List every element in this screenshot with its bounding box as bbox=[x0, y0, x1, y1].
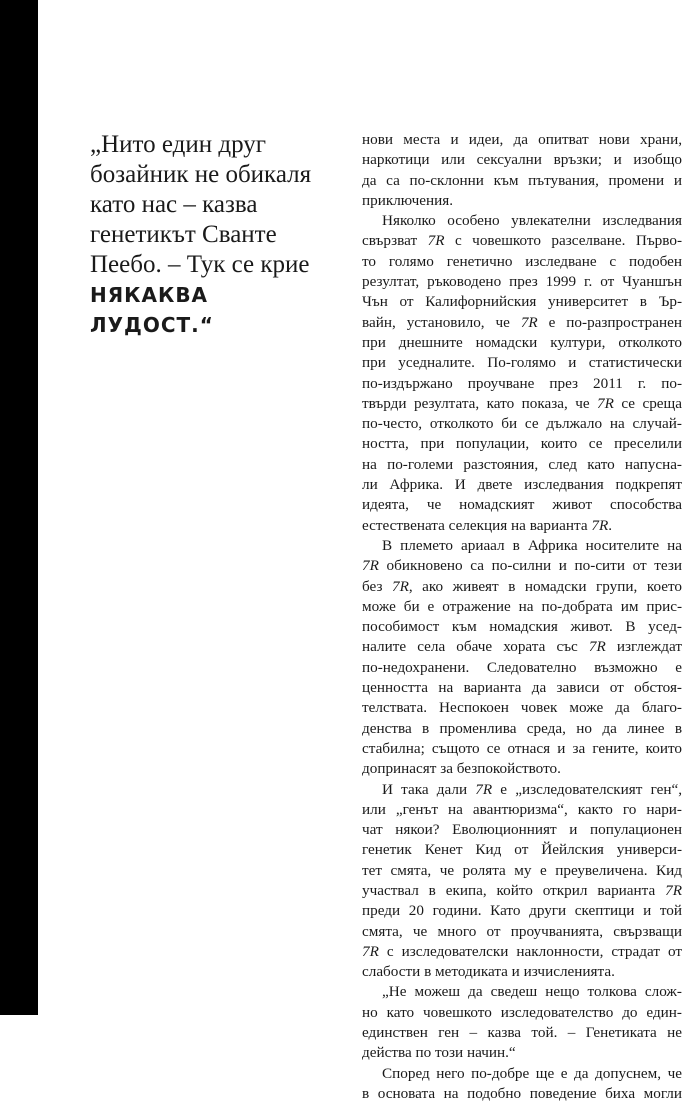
text-line: участвал в екипа, който открил варианта 7R bbox=[362, 881, 682, 899]
text-line: то голямо генетично изследване с подобен bbox=[362, 252, 682, 270]
text-line: действа по този начин.“ bbox=[362, 1044, 516, 1062]
text-line: смята, че много от проучванията, свързващи bbox=[362, 922, 682, 940]
text-line: пособимост към номадския живот. В усед- bbox=[362, 618, 682, 636]
text-line: тет смята, че ролята му е преувеличена. Кид bbox=[362, 861, 682, 879]
text-line: идеята, че номадският живот способства bbox=[362, 496, 682, 514]
text-line: в основата на подобно поведение биха могли bbox=[362, 1084, 682, 1102]
text-line: „Не можеш да сведеш нещо толкова слож- bbox=[382, 983, 682, 1001]
text-line: допринасят за безпокойството. bbox=[362, 760, 561, 778]
text-line: без 7R, ако живеят в номадски групи, което bbox=[362, 577, 682, 595]
text-line: слабости в методиката и изчисленията. bbox=[362, 963, 615, 981]
body-text-column bbox=[362, 130, 682, 1104]
text-line: преди 20 години. Като други скептици и той bbox=[362, 902, 682, 920]
text-line: но като човешкото изследователство до един- bbox=[362, 1003, 682, 1021]
text-line: телствата. Неспокоен човек може да благо- bbox=[362, 699, 682, 717]
text-line: И така дали 7R е „изследователският ген“, bbox=[382, 780, 683, 798]
text-line: резултат, ръководено през 1999 г. от Чуаншън bbox=[362, 273, 682, 291]
text-line: чат някои? Еволюционният и популационен bbox=[362, 821, 682, 839]
text-line: Според него по-добре ще е да допуснем, че bbox=[382, 1064, 682, 1082]
text-line: по-издържано проучване през 2011 г. по- bbox=[362, 374, 682, 392]
text-line: Чън от Калифорнийския университет в Ър- bbox=[362, 293, 682, 311]
text-line: ността, при популации, които се преселили bbox=[362, 435, 682, 453]
text-line: ценността на варианта да зависи от обстоя- bbox=[362, 679, 682, 697]
text-line: по-често, отколкото би се дължало на случай- bbox=[362, 415, 682, 433]
text-line: 7R с изследователски наклонности, страдат от bbox=[362, 942, 682, 960]
black-margin-bar bbox=[0, 0, 38, 1015]
text-line: стабилна; същото се отнася и за гените, които bbox=[362, 739, 682, 757]
text-line: денства в променлива среда, но да линее в bbox=[362, 719, 682, 737]
text-line: по-недохранени. Следователно възможно е bbox=[362, 658, 682, 676]
text-line: ли Африка. И двете изследвания подкрепят bbox=[362, 476, 682, 494]
text-line: единствен ген – казва той. – Генетиката не bbox=[362, 1024, 682, 1042]
text-line: свързват 7R с човешкото разселване. Първо- bbox=[362, 232, 682, 250]
text-line: В племето ариаал в Африка носителите на bbox=[382, 536, 682, 554]
pull-quote-text: „Нито един друг бозайник не обикаля като нас – казва генетикът Сванте Пеебо. – Тук се крие bbox=[90, 131, 312, 278]
text-line: налите села обаче хората със 7R изглеждат bbox=[362, 638, 682, 656]
text-line: при уседналите. По-голямо и статистически bbox=[362, 354, 682, 372]
text-line: приключения. bbox=[362, 191, 453, 209]
pull-quote bbox=[90, 130, 330, 340]
text-line: естествената селекция на варианта 7R. bbox=[362, 516, 613, 534]
text-line: или „генът на авантюризма“, както го нари- bbox=[362, 800, 682, 818]
text-line: да са по-склонни към пътувания, промени и bbox=[362, 171, 682, 189]
text-line: наркотици или сексуални връзки; и изобщо bbox=[362, 151, 682, 169]
text-line: Няколко особено увлекателни изследвания bbox=[382, 212, 682, 230]
text-line: генетик Кенет Кид от Йейлския универси- bbox=[362, 841, 682, 859]
text-line: твърди резултата, като показа, че 7R се среща bbox=[362, 394, 682, 412]
text-line: може би е отражение на по-добрата им прис- bbox=[362, 597, 682, 615]
text-line: на по-големи разстояния, след като напусна- bbox=[362, 455, 682, 473]
pull-quote-emphasis: НЯКАКВА ЛУДОСТ.“ bbox=[90, 283, 214, 337]
text-line: нови места и идеи, да опитват нови храни, bbox=[362, 131, 682, 148]
text-line: при днешните номадски култури, отколкото bbox=[362, 333, 682, 351]
text-line: вайн, установило, че 7R е по-разпространен bbox=[362, 313, 683, 331]
text-line: 7R обикновено са по-силни и по-сити от тези bbox=[362, 557, 682, 575]
